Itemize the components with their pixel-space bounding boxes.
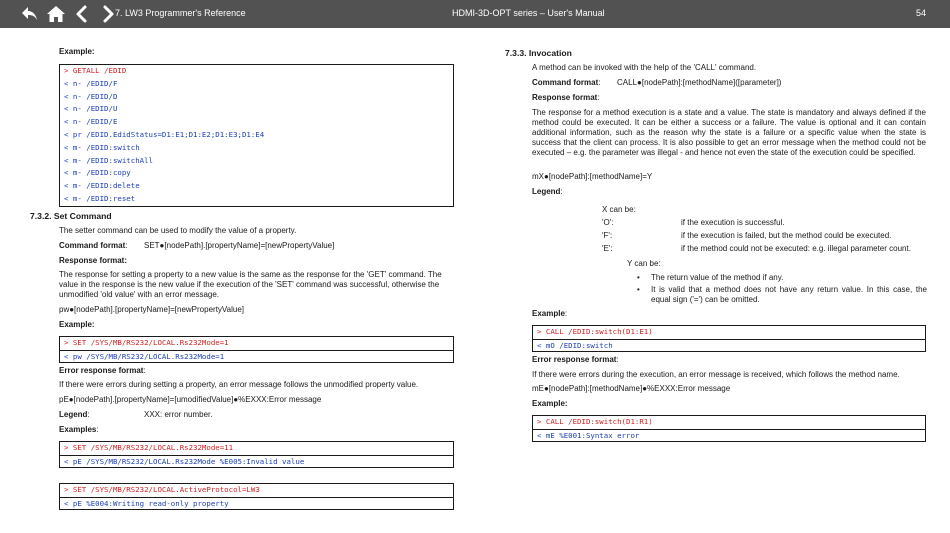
error-syntax: mE●[nodePath]:[methodName]●%EXXX:Error message bbox=[532, 384, 731, 393]
code-line: < pE /SYS/MB/RS232/LOCAL.Rs232Mode %E005:Invalid value bbox=[60, 455, 453, 468]
home-icon[interactable] bbox=[46, 4, 66, 24]
code-line: < n- /EDID/F bbox=[64, 78, 118, 88]
example-label: Example: bbox=[59, 47, 95, 56]
code-line: > SET /SYS/MB/RS232/LOCAL.ActiveProtocol=LW3 bbox=[64, 485, 260, 494]
prev-page-icon[interactable] bbox=[72, 4, 92, 24]
command-format-label: Command format: bbox=[532, 78, 601, 87]
code-line: > CALL /EDID:switch(D1:R1) bbox=[537, 417, 653, 426]
bullet-item bbox=[637, 273, 927, 285]
set-intro: The setter command can be used to modify the value of a property. bbox=[59, 226, 297, 235]
set-error-example-box bbox=[59, 441, 454, 468]
response-paragraph: The response for a method execution is a state and a value. The state is mandatory and always defined if the method could be executed. It can be either a success or a failure. The value is optional and it can contain additional information, such as the reason why the state is a failure or a specific value when the state is success that the client can process. It is also possible to get an error message when the method could not be executed – e.g. the parameter was illegal - and hence not even the state of the execution could be specified. bbox=[532, 108, 926, 157]
response-text-line: unmodified 'old value' with an error message. bbox=[59, 290, 220, 299]
code-line: < n- /EDID/E bbox=[64, 117, 118, 127]
legend-label: Legend: bbox=[532, 187, 563, 196]
code-line: > SET /SYS/MB/RS232/LOCAL.Rs232Mode=1 bbox=[64, 338, 229, 347]
x-option-code: 'F': bbox=[602, 231, 613, 240]
code-line: < m- /EDID:switchAll bbox=[64, 155, 153, 165]
command-format-value: SET●[nodePath].[propertyName]=[newPropertyValue] bbox=[144, 241, 335, 250]
code-line: < pw /SYS/MB/RS232/LOCAL.Rs232Mode=1 bbox=[60, 350, 453, 363]
set-example-box bbox=[59, 336, 454, 363]
code-line: < n- /EDID/D bbox=[64, 91, 118, 101]
error-description: If there were errors during setting a property, an error message follows the unmodified property value. bbox=[59, 380, 419, 389]
code-line: < pr /EDID.EdidStatus=D1:E1;D1:E2;D1:E3;D1:E4 bbox=[64, 129, 265, 139]
code-line: < m- /EDID:copy bbox=[64, 168, 131, 178]
x-option-desc: if the method could not be executed: e.g. illegal parameter count. bbox=[681, 244, 911, 253]
response-format-label: Response format: bbox=[59, 256, 128, 265]
legend-value: XXX: error number. bbox=[144, 410, 213, 419]
x-can-be: X can be: bbox=[602, 205, 636, 214]
manual-title: HDMI-3D-OPT series – User's Manual bbox=[452, 8, 605, 18]
readonly-error-example-box bbox=[59, 483, 454, 510]
page-number: 54 bbox=[916, 8, 927, 18]
code-line: > CALL /EDID:switch(D1:E1) bbox=[537, 327, 653, 336]
invocation-intro: A method can be invoked with the help of the 'CALL' command. bbox=[532, 63, 757, 72]
command-format-value: CALL●[nodePath]:[methodName]([parameter]) bbox=[617, 78, 782, 87]
code-line: > GETALL /EDID bbox=[64, 66, 127, 75]
example-label: Example: bbox=[532, 309, 568, 318]
error-description: If there were errors during the execution, an error message is received, which follows the method name. bbox=[532, 370, 900, 379]
code-line: < m- /EDID:delete bbox=[64, 181, 140, 191]
y-can-be: Y can be: bbox=[627, 259, 661, 268]
response-text-line: The response for setting a property to a new value is the same as the response for the 'GET' command. The bbox=[59, 270, 442, 279]
examples-label: Examples: bbox=[59, 425, 99, 434]
code-line: < mO /EDID:switch bbox=[533, 339, 925, 352]
code-line: < m- /EDID:switch bbox=[64, 142, 140, 152]
call-error-example-box bbox=[532, 415, 926, 442]
x-option-code: 'E': bbox=[602, 244, 613, 253]
example-label: Example: bbox=[59, 320, 95, 329]
x-option-desc: if the execution is successful. bbox=[681, 218, 785, 227]
x-option-code: 'O': bbox=[602, 218, 614, 227]
error-format-label: Error response format: bbox=[59, 366, 146, 375]
section-heading-set: 7.3.2. Set Command bbox=[30, 211, 112, 221]
bullet-text: It is valid that a method does not have any return value. In this case, the equal sign ('=') can be omitted. bbox=[651, 285, 927, 304]
back-icon[interactable] bbox=[20, 4, 40, 24]
section-heading-invocation: 7.3.3. Invocation bbox=[505, 48, 572, 58]
legend-label: Legend: bbox=[59, 410, 90, 419]
bullet-dot: • bbox=[637, 273, 640, 282]
error-syntax: pE●[nodePath].[propertyName]=[umodifiedValue]●%EXXX:Error message bbox=[59, 395, 322, 404]
x-option-desc: if the execution is failed, but the method could be executed. bbox=[681, 231, 892, 240]
call-example-box bbox=[532, 325, 926, 352]
response-syntax: mX●[nodePath]:[methodName]=Y bbox=[532, 172, 653, 181]
code-line: < mE %E001:Syntax error bbox=[533, 429, 925, 442]
response-text-line: value in the response is the new value if the execution of the 'SET' command was successful, otherwise the bbox=[59, 280, 440, 289]
nav-buttons bbox=[20, 4, 118, 24]
code-line: > SET /SYS/MB/RS232/LOCAL.Rs232Mode=11 bbox=[64, 443, 234, 452]
getall-example-box bbox=[59, 64, 454, 207]
code-line: < n- /EDID/U bbox=[64, 104, 118, 114]
top-bar bbox=[0, 0, 950, 28]
bullet-text: The return value of the method if any. bbox=[651, 273, 784, 282]
response-format-label: Response format: bbox=[532, 93, 600, 102]
response-syntax: pw●[nodePath].[propertyName]=[newPropertyValue] bbox=[59, 305, 245, 314]
bullet-item bbox=[637, 285, 927, 307]
chapter-title[interactable]: 7. LW3 Programmer's Reference bbox=[115, 8, 246, 18]
code-line: < pE %E004:Writing read-only property bbox=[60, 497, 453, 510]
error-format-label: Error response format: bbox=[532, 355, 619, 364]
example-label: Example: bbox=[532, 399, 568, 408]
bullet-dot: • bbox=[637, 285, 640, 294]
code-line: < m- /EDID:reset bbox=[64, 193, 136, 203]
command-format-label: Command format: bbox=[59, 241, 128, 250]
